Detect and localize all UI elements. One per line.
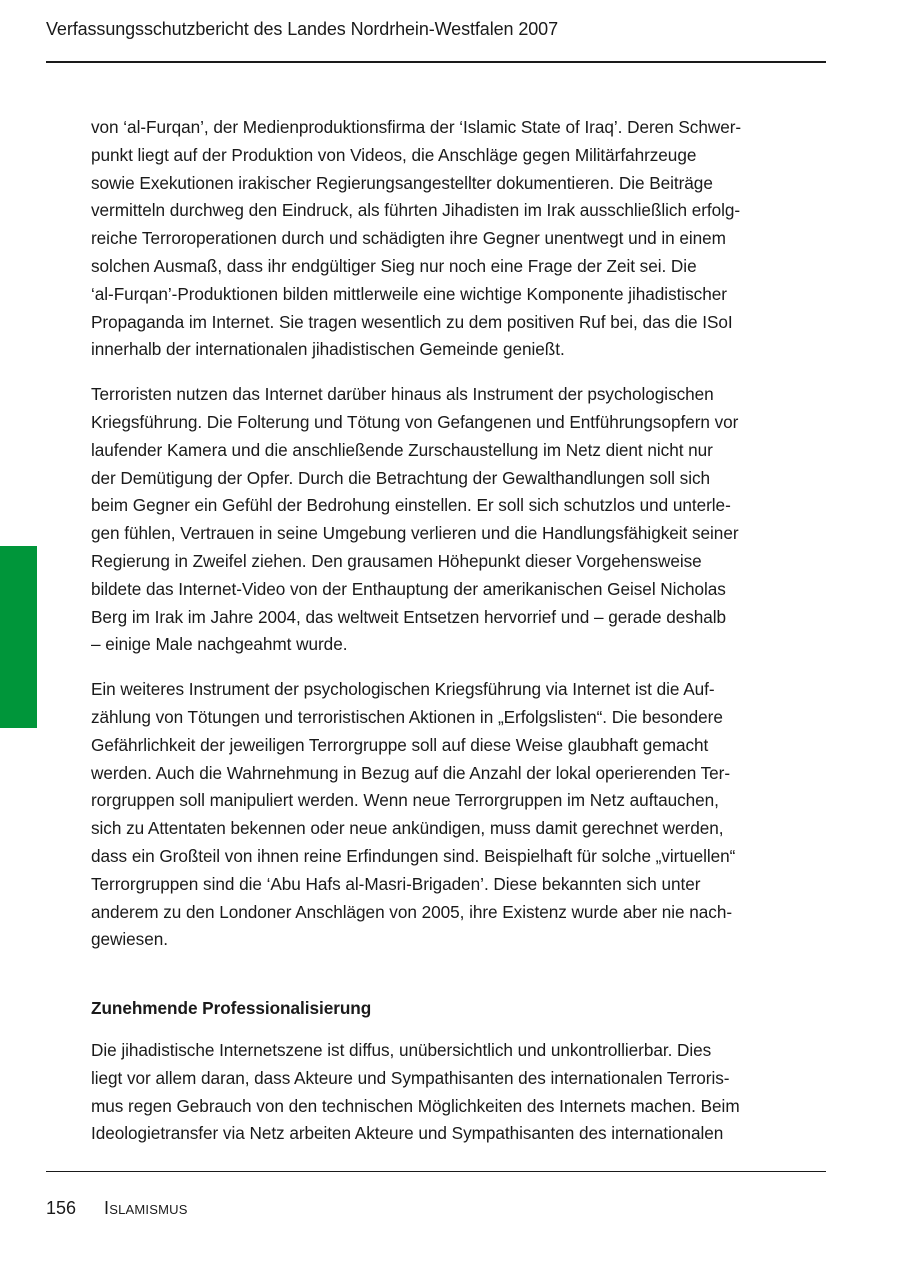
text-line: von ‘al-Furqan’, der Medienproduktionsfirma der ‘Islamic State of Iraq’. Deren Schwer- xyxy=(91,117,742,137)
text-line: – einige Male nachgeahmt wurde. xyxy=(91,634,348,655)
text-line: Ideologietransfer via Netz arbeiten Akteure und Sympathisanten des internationalen xyxy=(91,1123,724,1144)
text-line: sowie Exekutionen irakischer Regierungsangestellter dokumentieren. Die Beiträge xyxy=(91,172,713,193)
page-body xyxy=(91,114,829,1165)
text-line: liegt vor allem daran, dass Akteure und Sympathisanten des internationalen Terroris- xyxy=(91,1067,730,1088)
text-line: sich zu Attentaten bekennen oder neue ankündigen, muss damit gerechnet werden, xyxy=(91,818,724,839)
text-line: bildete das Internet-Video von der Enthauptung der amerikanischen Geisel Nicholas xyxy=(91,578,726,599)
section-name: Islamismus xyxy=(104,1198,188,1218)
text-line: gewiesen. xyxy=(91,929,168,950)
paragraph-4 xyxy=(91,1037,829,1148)
text-line: laufender Kamera und die anschließende Zurschaustellung im Netz dient nicht nur xyxy=(91,439,713,460)
section-heading: Zunehmende Professionalisierung xyxy=(91,998,372,1019)
text-line: anderem zu den Londoner Anschlägen von 2005, ihre Existenz wurde aber nie nach- xyxy=(91,901,733,922)
text-line: vermitteln durchweg den Eindruck, als führten Jihadisten im Irak ausschließlich erfolg- xyxy=(91,200,741,221)
text-line: Gefährlichkeit der jeweiligen Terrorgruppe soll auf diese Weise glaubhaft gemacht xyxy=(91,734,709,755)
text-line: Propaganda im Internet. Sie tragen wesentlich zu dem positiven Ruf bei, das die ISoI xyxy=(91,311,733,332)
text-line: Die jihadistische Internetszene ist diffus, unübersichtlich und unkontrollierbar. Dies xyxy=(91,1039,712,1060)
text-line: zählung von Tötungen und terroristischen Aktionen in „Erfolgslisten“. Die besondere xyxy=(91,706,723,727)
text-line: Berg im Irak im Jahre 2004, das weltweit Entsetzen hervorrief und – gerade deshalb xyxy=(91,606,727,627)
text-line: Terroristen nutzen das Internet darüber hinaus als Instrument der psychologischen xyxy=(91,384,714,405)
paragraph-1 xyxy=(91,114,829,364)
header-rule xyxy=(46,61,826,63)
text-line: dass ein Großteil von ihnen reine Erfindungen sind. Beispielhaft für solche „virtuellen“ xyxy=(91,845,736,866)
text-line: beim Gegner ein Gefühl der Bedrohung einstellen. Er soll sich schutzlos und unterle- xyxy=(91,495,731,516)
text-line: mus regen Gebrauch von den technischen Möglichkeiten des Internets machen. Beim xyxy=(91,1095,740,1116)
paragraph-2 xyxy=(91,381,829,659)
footer-rule xyxy=(46,1171,826,1172)
text-line: Regierung in Zweifel ziehen. Den grausamen Höhepunkt dieser Vorgehensweise xyxy=(91,550,702,571)
text-line: ‘al-Furqan’-Produktionen bilden mittlerweile eine wichtige Komponente jihadistischer xyxy=(91,283,727,304)
text-line: Kriegsführung. Die Folterung und Tötung von Gefangenen und Entführungsopfern vor xyxy=(91,411,739,432)
text-line: punkt liegt auf der Produktion von Videos, die Anschläge gegen Militärfahrzeuge xyxy=(91,144,697,165)
text-line: Terrorgruppen sind die ‘Abu Hafs al-Masri-Brigaden’. Diese bekannten sich unter xyxy=(91,873,701,894)
paragraph-3 xyxy=(91,676,829,954)
running-header: Verfassungsschutzbericht des Landes Nordrhein-Westfalen 2007 xyxy=(46,19,558,39)
text-line: der Demütigung der Opfer. Durch die Betrachtung der Gewalthandlungen soll sich xyxy=(91,467,711,488)
text-line: Ein weiteres Instrument der psychologischen Kriegsführung via Internet ist die Auf- xyxy=(91,679,715,700)
text-line: werden. Auch die Wahrnehmung in Bezug auf die Anzahl der lokal operierenden Ter- xyxy=(91,762,731,783)
text-line: innerhalb der internationalen jihadistischen Gemeinde genießt. xyxy=(91,339,565,360)
chapter-tab-marker xyxy=(0,546,37,728)
page-number: 156 xyxy=(46,1198,77,1218)
text-line: rorgruppen soll manipuliert werden. Wenn neue Terrorgruppen im Netz auftauchen, xyxy=(91,790,719,811)
text-line: gen fühlen, Vertrauen in seine Umgebung verlieren und die Handlungsfähigkeit seiner xyxy=(91,523,739,544)
text-line: solchen Ausmaß, dass ihr endgültiger Sieg nur noch eine Frage der Zeit sei. Die xyxy=(91,255,697,276)
text-line: reiche Terroroperationen durch und schädigten ihre Gegner unentwegt und in einem xyxy=(91,228,726,249)
